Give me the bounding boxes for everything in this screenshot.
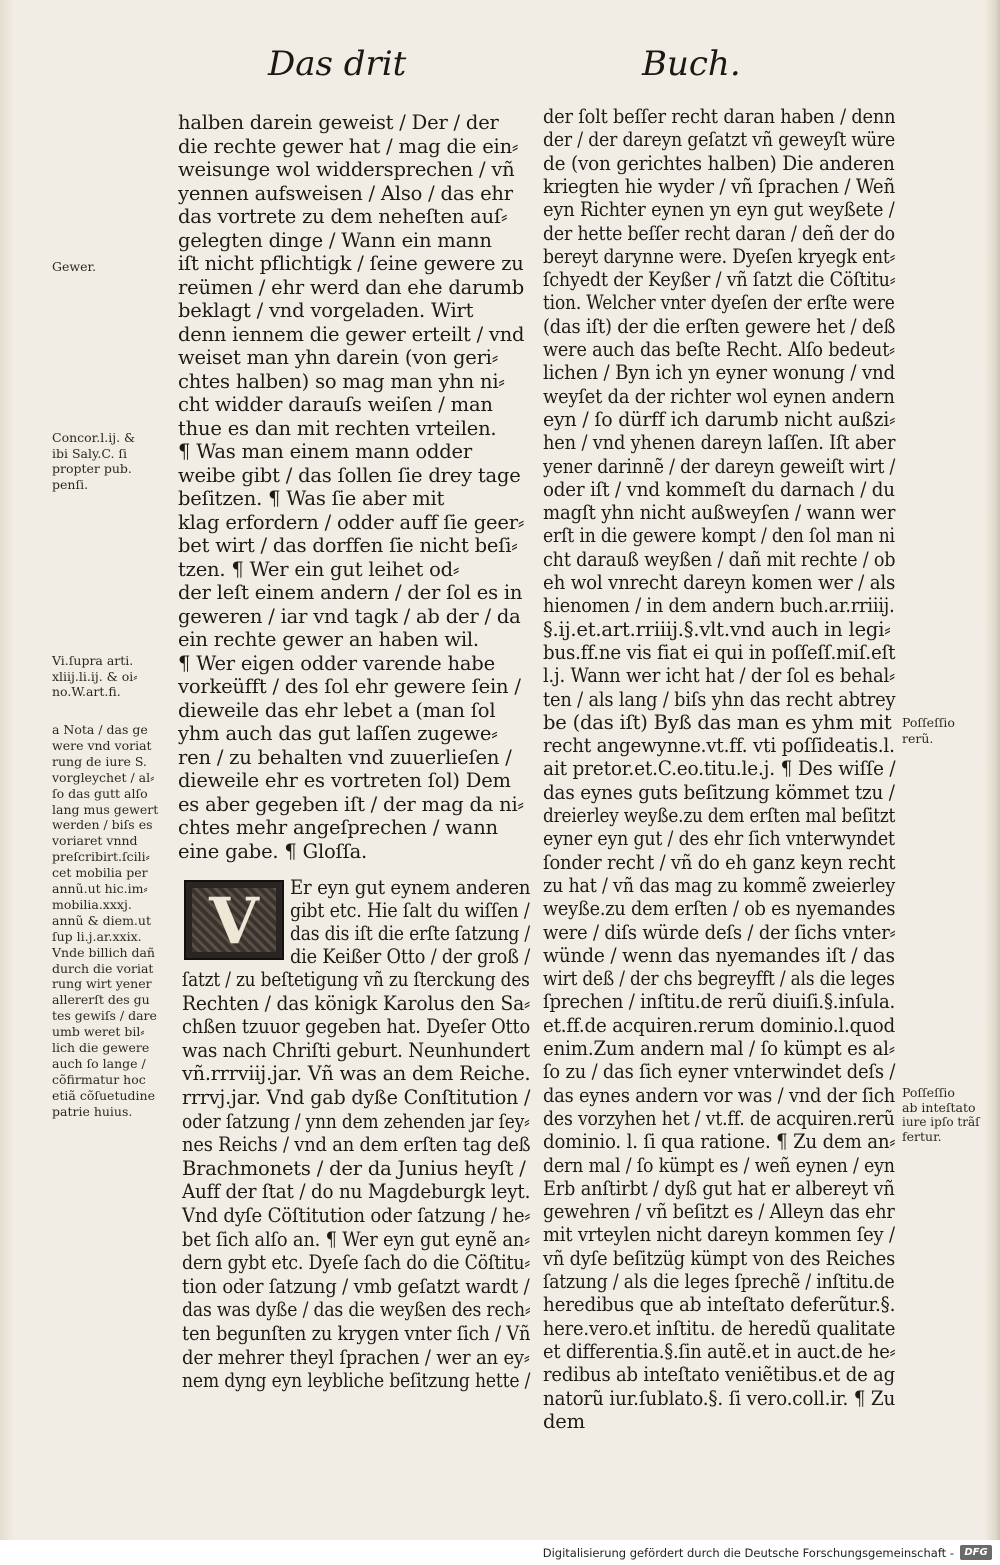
margin-note-line: preſcribirt.ſcili⸗ [52, 849, 150, 865]
margin-note-line: ibi Saly.C. ſi [52, 445, 128, 461]
right-text-line: ſchyedt der Keyßer / vñ ſatzt die Cöſtitu⸗ [543, 268, 896, 292]
right-text-line: ait pretor.et.C.eo.titu.le.j. ¶ Des wiſſe / [543, 757, 896, 781]
right-text-line: eyn Richter eynen yn eyn gut weyßete / [543, 198, 895, 222]
gloss-text-line: gibt etc. Hie ſalt du wiſſen / [290, 899, 530, 922]
right-text-line: et.ff.de acquiren.rerum dominio.l.quod [543, 1013, 896, 1037]
margin-note-line: no.W.art.fi. [52, 684, 121, 699]
margin-note-line: voriaret vnnd [52, 833, 138, 849]
right-text-line: eyn / ſo dürff ich darumb nicht außzi⸗ [543, 407, 896, 431]
right-text-line: l.j. Wann wer icht hat / der ſol es behal⸗ [543, 664, 895, 688]
left-text-line: weiset man yhn darein (von geri⸗ [178, 346, 499, 369]
left-text-line: yennen aufsweisen / Also / das ehr [178, 181, 513, 205]
left-text-line: halben darein geweist / Der / der [178, 111, 499, 134]
margin-note-line: ab inteſtato [902, 1099, 976, 1115]
margin-note-line: propter pub. [52, 461, 132, 476]
right-text-line: dominio. l. ſi qua ratione. ¶ Zu dem an⸗ [543, 1130, 896, 1154]
gloss-text-line: das dis iſt die erſte ſatzung / [290, 922, 530, 945]
margin-note-line: rerũ. [902, 730, 934, 746]
left-text-line: ¶ Was man einem mann odder [178, 440, 473, 463]
right-text-line: oder iſt / vnd kommeſt du darnach / du [543, 477, 895, 501]
gloss-text-line: vñ.rrrviij.jar. Vñ was an dem Reiche. [182, 1062, 531, 1086]
margin-note-line: patrie huius. [52, 1103, 133, 1119]
right-text-line: hienomen / in dem andern buch.ar.rriiij. [543, 594, 895, 618]
left-text-line: ren / zu behalten vnd zuuerlieſen / [178, 745, 512, 769]
gloss-text-line: nes Reichs / vnd an dem erſten tag deß [182, 1133, 531, 1157]
running-head-left: Das drit [268, 44, 407, 84]
right-text-line: were / diſs würde deſs / der ſichs vnter⸗ [543, 920, 896, 944]
margin-note-line: cet mobilia per [52, 865, 148, 881]
right-text-line: be (das iſt) Byß das man es yhm mit [543, 710, 892, 734]
right-text-line: §.ij.et.art.rriiij.§.vlt.vnd auch in legi⸗ [543, 617, 891, 641]
gloss-text-line: was nach Chriſti geburt. Neunhundert [182, 1038, 530, 1062]
gloss-text-line: rrrvj.jar. Vnd gab dyße Conſtitution / [182, 1086, 531, 1109]
right-text-line: dem [543, 1409, 585, 1433]
right-text-line: vñ dyſe beſitzüg kümpt von des Reiches [543, 1246, 896, 1270]
right-text-line: des vorzyhen het / vt.ff. de acquiren.rerũ [543, 1106, 895, 1130]
right-text-line: eh wol vnrecht dareyn komen wer / als [543, 571, 896, 594]
left-text-line: klag erfordern / odder auff ſie geer⸗ [178, 510, 525, 534]
left-text-line: chtes mehr angeſprechen / wann [178, 816, 498, 839]
page-edge-left [0, 0, 14, 1540]
gloss-text-line: Auff der ſtat / do nu Magdeburgk leyt. [182, 1180, 531, 1204]
left-text-line: die rechte gewer hat / mag die ein⸗ [178, 134, 519, 158]
margin-note-line: annũ & diem.ut [52, 912, 151, 928]
right-text-line: hen / vnd yhenen dareyn laſſen. Iſt aber [543, 431, 896, 455]
left-text-line: das vortrete zu dem neheſten auſ⸗ [178, 205, 508, 228]
margin-note-line: etiã cõſuetudine [52, 1087, 155, 1103]
margin-note-line: fertur. [902, 1128, 942, 1144]
right-text-line: cht darauß weyßen / dañ mit rechte / ob [543, 547, 896, 571]
footer-credit: Digitalisierung gefördert durch die Deutsche Forschungsgemeinschaft - [542, 1546, 954, 1560]
margin-note-line: were vnd voriat [52, 737, 152, 753]
gloss-text-line: die Keißer Otto / der groß / [290, 945, 531, 968]
left-text-line: cht widder darauſs weiſen / man [178, 393, 493, 416]
left-text-line: geweren / iar vnd tagk / ab der / da [178, 604, 521, 628]
right-text-line: redibus ab inteſtato veniẽtibus.et de ag [543, 1363, 895, 1387]
right-text-line: bereyt darynne were. Dyeſen kryegk ent⸗ [543, 244, 896, 268]
right-text-line: der ſolt beſſer recht daran haben / denn [543, 105, 896, 128]
right-text-line: ſatzung / als die leges ſprechẽ / inſtitu.de [543, 1270, 895, 1293]
margin-note-line: lich die gewere [52, 1040, 150, 1055]
decorated-initial [184, 880, 284, 960]
left-text-line: dieweile ehr es vortreten ſol) Dem [178, 769, 511, 792]
gloss-text-line: ſatzt / zu beſtetigung vñ zu ſterckung des [182, 968, 530, 991]
margin-note-line: allererſt des gu [52, 992, 150, 1008]
left-text-line: tzen. ¶ Wer ein gut leihet od⸗ [178, 557, 460, 581]
margin-note-line: rung wirt yener [52, 976, 152, 992]
margin-note-line: annũ.ut hic.im⸗ [52, 881, 148, 896]
margin-note-line: Vi.ſupra arti. [52, 653, 134, 668]
right-text-line: kriegten hie wyder / vñ ſprachen / Weñ [543, 174, 896, 198]
right-text-line: wirt deß / der chs begreyfft / als die leges [543, 967, 895, 991]
margin-note-line: tes gewiſs / dare [52, 1008, 157, 1024]
left-text-line: ¶ Wer eigen odder varende habe [178, 651, 495, 675]
initial-letter: V [209, 884, 259, 959]
left-text-line: denn iennem die gewer erteilt / vnd [178, 322, 525, 346]
margin-note-line: durch die voriat [52, 960, 154, 976]
right-text-line: Erb anſtirbt / dyß gut hat er albereyt vñ [543, 1176, 895, 1200]
right-text-line: dern mal / ſo kümpt es / weñ eynen / eyn [543, 1153, 895, 1177]
right-text-line: here.vero.et inſtitu. de heredũ qualitate [543, 1316, 896, 1340]
margin-note-line: iure ipſo trãſ [902, 1114, 980, 1129]
right-text-line: natorũ iur.ſublato.§. ſi vero.coll.ir. ¶ Zu [543, 1386, 896, 1410]
right-text-line: gewehren / vñ beſitzt es / Alleyn das ehr [543, 1200, 895, 1224]
right-text-line: lichen / Byn ich yn eyner wonung / vnd [543, 361, 896, 385]
left-text-line: der leſt einem andern / der ſol es in [178, 581, 523, 604]
right-text-line: der hette beſſer recht daran / deñ der do [543, 221, 895, 245]
margin-note-line: Vnde billich dañ [52, 944, 155, 960]
gloss-text-line: Rechten / das königk Karolus den Sa⸗ [182, 991, 531, 1015]
right-text-line: enim.Zum andern mal / ſo kümpt es al⸗ [543, 1037, 895, 1060]
right-text-line: das eynes guts beſitzung kömmet tzu / [543, 780, 895, 804]
margin-note-line: a Nota / das ge [52, 722, 148, 737]
gloss-text-line: der mehrer theyl ſprachen / wer an ey⸗ [182, 1345, 530, 1369]
footer-bar [0, 1540, 1000, 1565]
margin-note-line: mobilia.xxxj. [52, 896, 132, 912]
right-text-line: der / der dareyn geſatzt vñ geweyſt würe [543, 128, 896, 152]
left-text-line: weisunge wol widdersprechen / vñ [178, 158, 515, 181]
left-text-line: es aber gegeben iſt / der mag da ni⸗ [178, 792, 524, 816]
margin-note-line: Poſſeſſio [902, 1085, 955, 1100]
margin-note-line: rung de iure S. [52, 753, 147, 769]
left-text-line: vorkeüfft / des ſol ehr gewere ſein / [178, 675, 521, 698]
gloss-text-line: bet ſich alſo an. ¶ Wer eyn gut eynẽ an⸗ [182, 1227, 530, 1251]
left-text-line: bet wirt / das dorffen ſie nicht beſi⸗ [178, 534, 518, 557]
gloss-text-line: das was dyße / das die weyßen des rech⸗ [182, 1298, 531, 1322]
margin-note-line: ſo das gutt alſo [52, 785, 148, 801]
right-text-line: zu hat / vñ das mag zu kommẽ zweierley [543, 873, 896, 897]
gloss-text-line: Er eyn gut eynem anderen [290, 876, 531, 899]
margin-note-line: cõfirmatur hoc [52, 1071, 146, 1087]
right-text-line: ſprechen / inſtitu.de rerũ diuiſi.§.inſula. [543, 990, 896, 1014]
margin-note-line: Gewer. [52, 259, 97, 274]
gloss-text-line: dern gybt etc. Dyeſe ſach do die Cöſtitu⸗ [182, 1251, 530, 1275]
margin-note-line: lang mus gewert [52, 801, 159, 817]
right-text-line: weyße.zu dem erſten / ob es nyemandes [543, 897, 896, 921]
left-text-line: iſt nicht pflichtigk / ſeine gewere zu [178, 252, 524, 275]
margin-note-line: ſup li.j.ar.xxix. [52, 928, 142, 944]
right-text-line: were auch das beſte Recht. Alſo bedeut⸗ [543, 338, 895, 361]
dfg-logo [960, 1545, 992, 1560]
margin-note-line: umb weret bil⸗ [52, 1024, 145, 1040]
gloss-text-line: Vnd dyſe Cöſtitution oder ſatzung / he⸗ [182, 1204, 531, 1227]
left-text-line: yhm auch das gut laſſen zugewe⸗ [178, 722, 498, 745]
right-text-line: dreierley weyße.zu dem erſten mal beſitzt [543, 804, 896, 827]
left-text-line: beſitzen. ¶ Was ſie aber mit [178, 487, 445, 510]
left-text-line: chtes halben) so mag man yhn ni⸗ [178, 369, 505, 393]
right-text-line: yener darinnẽ / der dareyn geweiſt wirt / [543, 454, 896, 478]
margin-note-line: Concor.l.ij. & [52, 430, 136, 445]
left-text-line: ein rechte gewer an haben wil. [178, 628, 479, 651]
right-text-line: de (von gerichtes halben) Die anderen [543, 151, 895, 175]
gloss-text-line: oder ſatzung / ynn dem zehenden jar ſey⸗ [182, 1109, 530, 1133]
right-text-line: (das iſt) der die erſten gewere het / deß [543, 314, 896, 338]
margin-note-line: werden / biſs es [52, 817, 153, 833]
right-text-line: das eynes andern vor was / vnd der ſich [543, 1083, 895, 1107]
right-text-line: ſonder recht / vñ do eh ganz keyn recht [543, 850, 896, 874]
right-text-line: weyſet da der richter wol eynen andern [543, 384, 895, 408]
right-text-line: ſo zu / das ſich eyner vnterwindet deſs / [543, 1060, 896, 1084]
dfg-logo-text: DFG [964, 1547, 988, 1558]
right-text-line: mit vrteylen nicht dareyn kommen ſey / [543, 1223, 895, 1247]
right-text-line: wünde / wenn das nyemandes iſt / das [543, 943, 895, 967]
right-text-line: heredibus que ab inteſtato deferũtur.§. [543, 1293, 896, 1317]
gloss-text-line: tion oder ſatzung / vmb geſatzt wardt / [182, 1274, 530, 1298]
running-head-right: Buch. [642, 44, 741, 84]
left-text-line: beklagt / vnd vorgeladen. Wirt [178, 299, 474, 322]
right-text-line: tion. Welcher vnter dyeſen der erſte were [543, 291, 895, 315]
margin-note-line: xliij.li.ij. & oi⸗ [52, 668, 138, 684]
right-text-line: eyner eyn gut / des ehr ſich vnterwyndet [543, 827, 895, 851]
margin-note-line: auch ſo lange / [52, 1055, 146, 1071]
left-text-line: reümen / ehr werd dan ehe darumb [178, 275, 525, 299]
right-text-line: erſt in die gewere kompt / den ſol man ni [543, 524, 895, 548]
right-text-line: et differentia.§.ſin autẽ.et in auct.de he⸗ [543, 1339, 896, 1363]
left-text-line: eine gabe. ¶ Gloſſa. [178, 839, 368, 863]
left-text-line: dieweile das ehr lebet a (man ſol [178, 698, 496, 722]
page-edge-right [984, 0, 1000, 1540]
margin-note-line: penſi. [52, 476, 89, 492]
gloss-text-line: ten begunſten zu krygen vnter ſich / Vñ [182, 1322, 531, 1345]
left-text-line: gelegten dinge / Wann ein mann [178, 228, 492, 252]
gloss-text-line: Brachmonets / der da Junius heyſt / [182, 1156, 526, 1180]
right-text-line: magſt yhn nicht außweyſen / wann wer [543, 501, 896, 525]
right-text-line: ten / als lang / biſs yhn das recht abtrey [543, 687, 896, 711]
gloss-text-line: chßen tzuuor gegeben hat. Dyeſer Otto [182, 1015, 531, 1039]
left-text-line: thue es dan mit rechten vrteilen. [178, 416, 497, 440]
right-text-line: recht angewynne.vt.ff. vti poſſideatis.l. [543, 734, 895, 758]
margin-note-line: Poſſeſſio [902, 715, 955, 730]
margin-note-line: vorgleychet / al⸗ [52, 769, 155, 785]
gloss-text-line: nem dyng eyn leybliche beſitzung hette / [182, 1369, 531, 1393]
left-text-line: weibe gibt / das ſollen ſie drey tage [178, 463, 521, 487]
right-text-line: bus.ff.ne vis fiat ei qui in poſſeſſ.miſ.eſt [543, 640, 896, 664]
